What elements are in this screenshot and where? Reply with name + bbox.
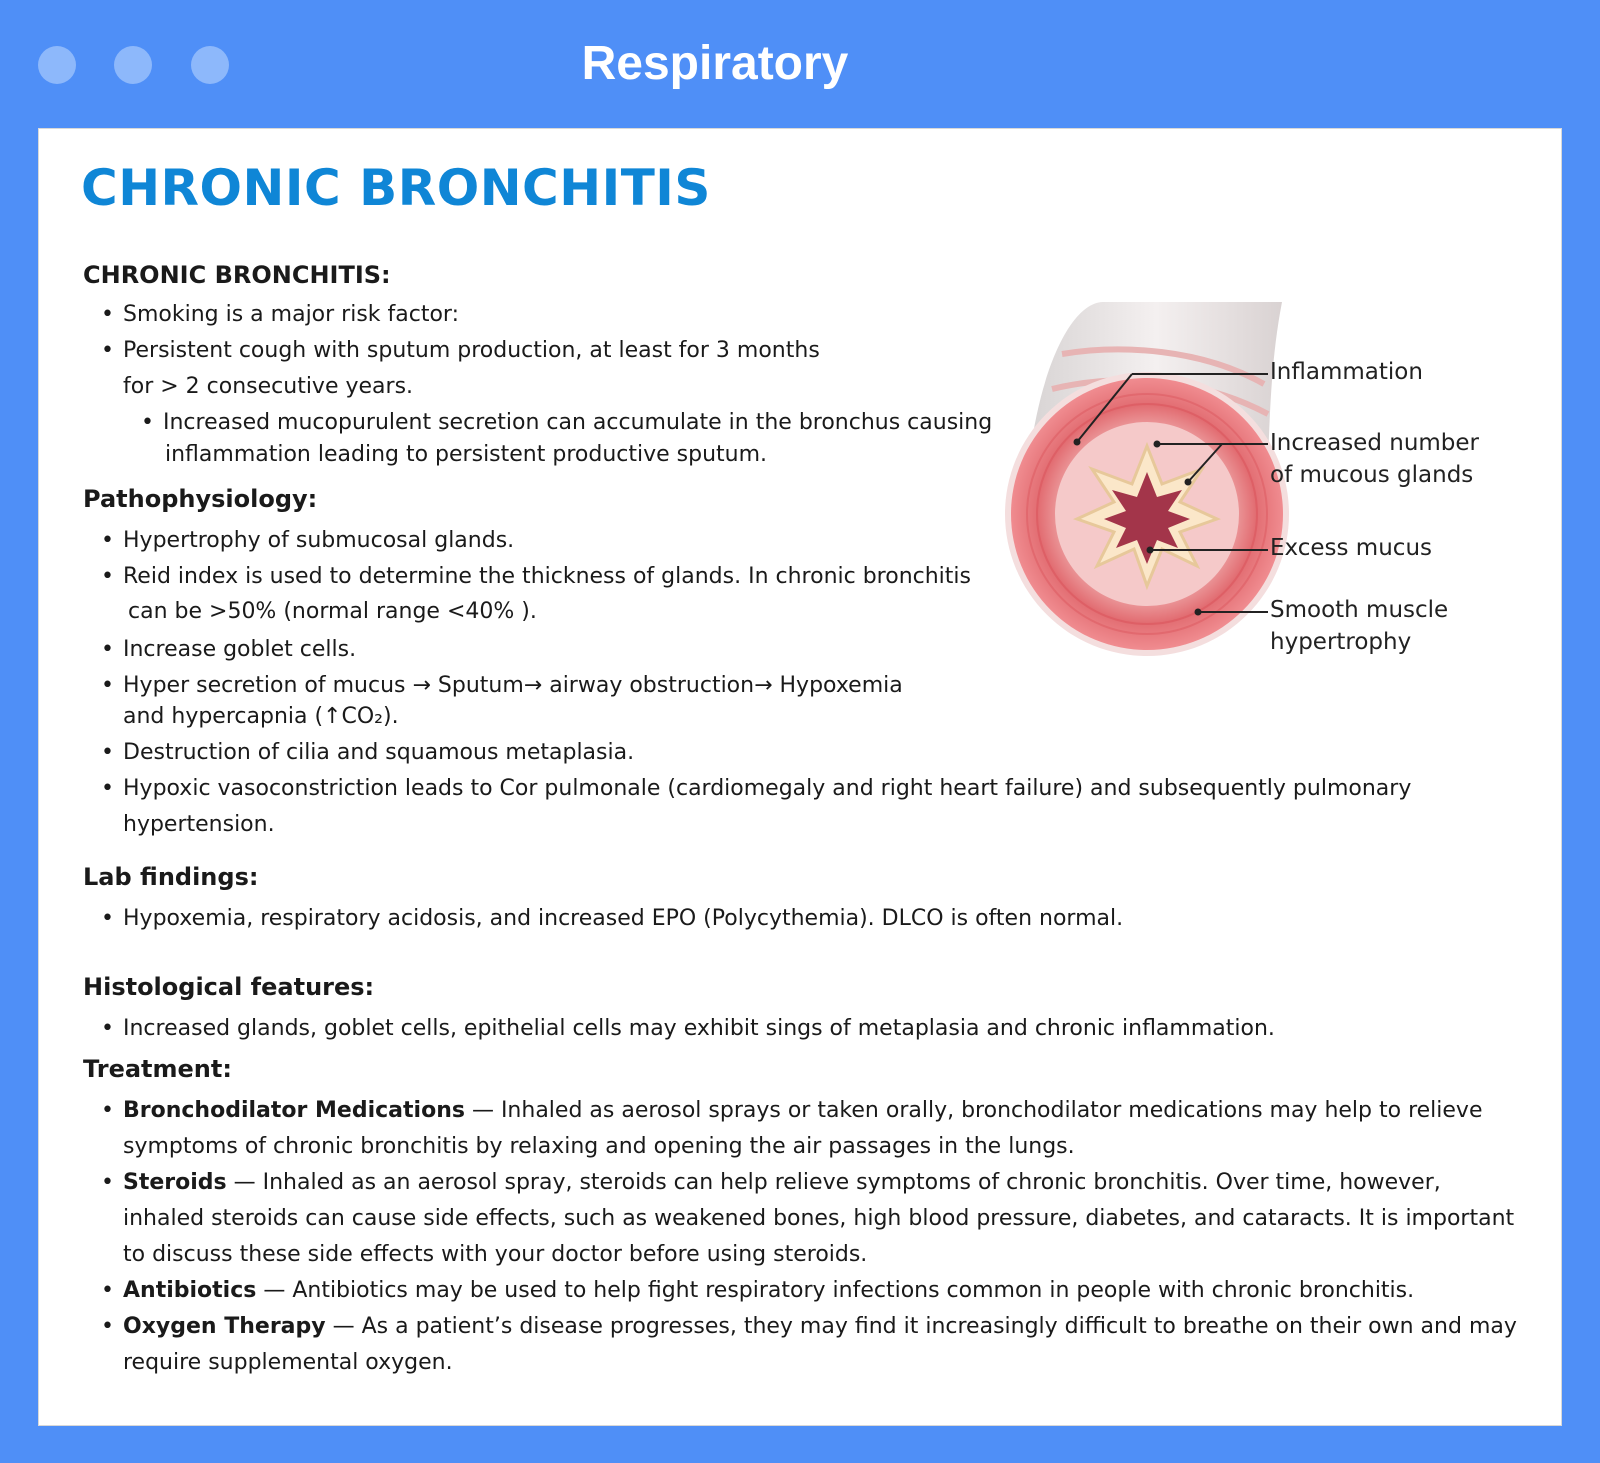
title-bar	[0, 0, 1600, 128]
section-heading-lab-findings: Lab findings:	[83, 863, 259, 891]
list-item: • Smoking is a major risk factor:	[83, 297, 1523, 333]
list-item: • Persistent cough with sputum production, at least for 3 months	[83, 333, 1523, 369]
treatment-term: Oxygen Therapy	[123, 1314, 326, 1339]
section-heading-chronic-bronchitis: CHRONIC BRONCHITIS:	[83, 261, 391, 289]
label-smooth-muscle-line-1: Smooth muscle	[1270, 597, 1449, 623]
treatment-text: — Antibiotics may be used to help fight respiratory infections common in people with chronic bronchitis.	[256, 1278, 1415, 1303]
list-item-continuation: and hypercapnia (↑CO₂).	[123, 704, 399, 729]
page-title: CHRONIC BRONCHITIS	[81, 159, 711, 217]
treatment-text: — As a patient’s disease progresses, they may find it increasingly difficult to breathe on their own and may require supplemental oxygen.	[123, 1314, 1517, 1375]
label-smooth-muscle-line-2: hypertrophy	[1270, 629, 1412, 655]
list-item: • Increase goblet cells.	[83, 631, 1523, 669]
section-heading-pathophysiology: Pathophysiology:	[83, 485, 318, 513]
treatment-list	[83, 1093, 1523, 1381]
bullet-icon: •	[141, 410, 154, 435]
section-heading-treatment: Treatment:	[83, 1055, 232, 1083]
sub-item-line-1: Increased mucopurulent secretion can accumulate in the bronchus causing	[163, 410, 993, 435]
treatment-text: — Inhaled as aerosol sprays or taken orally, bronchodilator medications may help to relieve symptoms of chronic bronchitis by relaxing and opening the air passages in the lungs.	[123, 1098, 1483, 1159]
treatment-term: Bronchodilator Medications	[123, 1098, 465, 1123]
list-item: • Hypoxic vasoconstriction leads to Cor pulmonale (cardiomegaly and right heart failure) and subsequently pulmonary	[83, 771, 1523, 807]
treatment-text: — Inhaled as an aerosol spray, steroids can help relieve symptoms of chronic bronchitis. Over time, however, inhaled steroids can cause side effects, such as weakened bones, high blood pressure, diabetes, and cataracts. It is important to discuss these side effects with your doctor before using steroids.	[123, 1170, 1515, 1267]
lab-list	[83, 901, 1523, 937]
treatment-term: Antibiotics	[123, 1278, 257, 1303]
treatment-item	[83, 1309, 1523, 1381]
label-mucous-glands-line-2: of mucous glands	[1270, 462, 1474, 488]
list-item: • Destruction of cilia and squamous metaplasia.	[83, 735, 1523, 771]
list-item-continuation: for > 2 consecutive years.	[123, 374, 414, 399]
histology-list	[83, 1011, 1523, 1047]
treatment-item	[83, 1273, 1523, 1309]
treatment-item	[83, 1165, 1523, 1273]
section-heading-histology: Histological features:	[83, 973, 375, 1001]
list-item-continuation: hypertension.	[123, 812, 275, 837]
list-item: • Hypertrophy of submucosal glands.	[83, 523, 1523, 559]
list-item: • Reid index is used to determine the thickness of glands. In chronic bronchitis	[83, 559, 1523, 595]
window-title: Respiratory	[581, 37, 849, 90]
list-item: • Hyper secretion of mucus → Sputum→ airway obstruction→ Hypoxemia	[83, 669, 1523, 703]
pathophysiology-list-3	[83, 735, 1523, 807]
label-excess-mucus: Excess mucus	[1270, 535, 1432, 561]
treatment-item	[83, 1093, 1523, 1165]
sub-item-line-2: inflammation leading to persistent productive sputum.	[165, 442, 768, 467]
list-item-continuation: can be >50% (normal range <40% ).	[128, 599, 537, 624]
list-item: • Increased glands, goblet cells, epithelial cells may exhibit sings of metaplasia and chronic inflammation.	[83, 1011, 1523, 1047]
list-item: • Hypoxemia, respiratory acidosis, and increased EPO (Polycythemia). DLCO is often normal.	[83, 901, 1523, 937]
treatment-term: Steroids	[123, 1170, 227, 1195]
label-inflammation: Inflammation	[1270, 359, 1423, 385]
bronchus-illustration	[1002, 294, 1542, 684]
label-mucous-glands-line-1: Increased number	[1270, 430, 1480, 456]
